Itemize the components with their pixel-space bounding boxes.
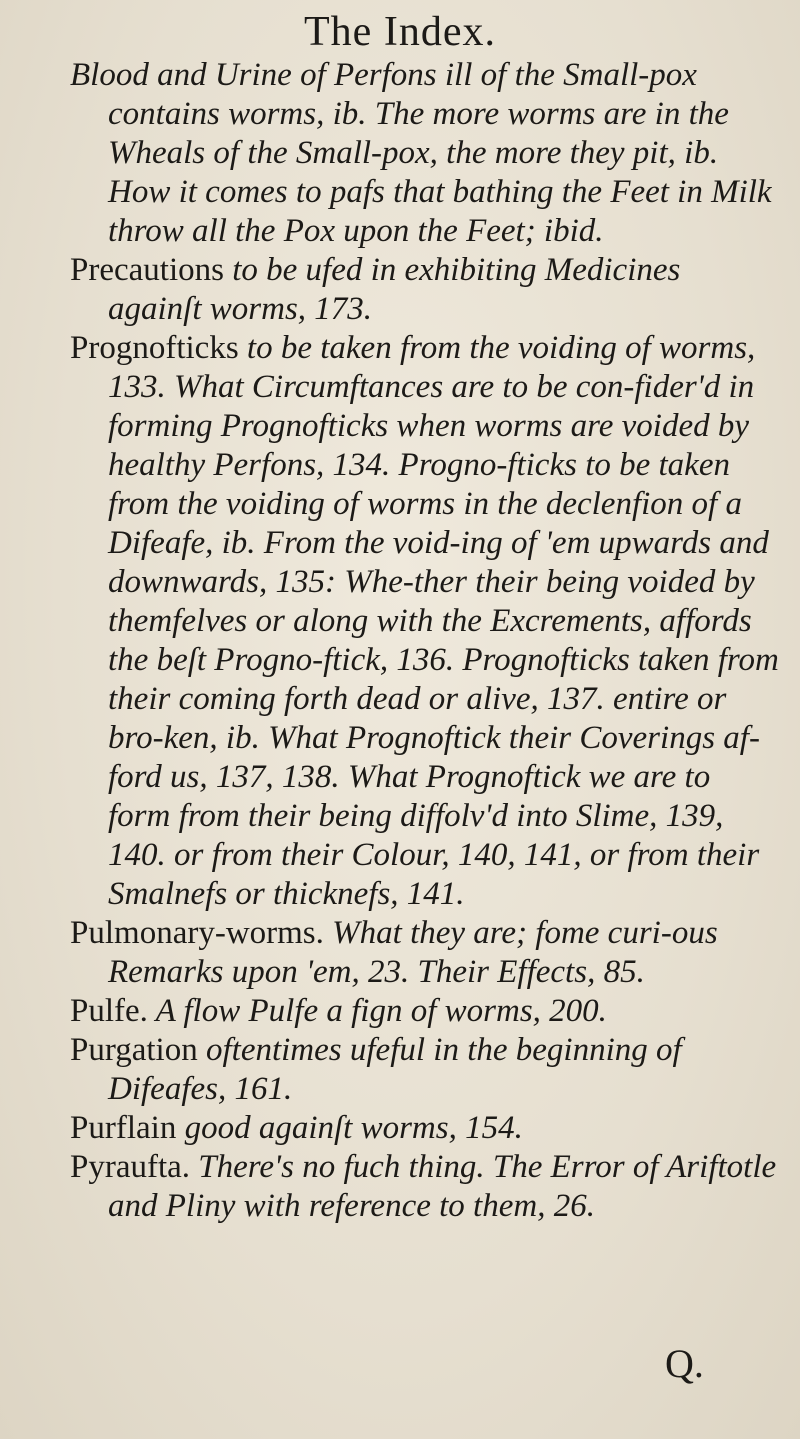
entry-head: Prognofticks [70,330,239,366]
index-entry [70,1109,780,1148]
entry-text: good againſt worms, 154. [176,1110,523,1146]
entry-text: What they are; fome curi-ous Remarks upon 'em, 23. Their Effects, 85. [108,915,718,990]
entry-head: Pulfe. [70,993,148,1029]
entry-head: Purflain [70,1110,177,1146]
index-entry [70,992,780,1031]
index-entry [70,914,780,992]
index-entry [70,329,780,914]
index-entry [70,56,780,251]
entry-head: Pyraufta. [70,1149,191,1185]
entry-text: There's no fuch thing. The Error of Ariftotle and Pliny with reference to them, 26. [108,1149,777,1224]
index-entry [70,1031,780,1109]
entry-head: Precautions [70,252,224,288]
index-entry [70,251,780,329]
entry-text: to be ufed in exhibiting Medicines againſt worms, 173. [108,252,681,327]
running-head: The Index. [304,9,496,55]
signature-mark: Q. [665,1341,704,1386]
entry-text: oftentimes ufeful in the beginning of Difeafes, 161. [108,1032,682,1107]
entry-text: Blood and Urine of Perfons ill of the Small-pox contains worms, ib. The more worms are in the Wheals of the Small-pox, the more they pit, ib. How it comes to pafs that bathing the Feet in Milk throw all the Pox upon the Feet; ibid. [70,57,772,249]
index-entries [70,56,780,1226]
entry-head: Purgation [70,1032,198,1068]
entry-text: A flow Pulfe a fign of worms, 200. [147,993,607,1029]
index-entry [70,1148,780,1226]
entry-head: Pulmonary-worms. [70,915,324,951]
entry-text: to be taken from the voiding of worms, 133. What Circumftances are to be con-fider'd in forming Prognofticks when worms are voided by healthy Perfons, 134. Progno-fticks to be taken from the voiding of worms in the declenfion of a Difeafe, ib. From the void-ing of 'em upwards and downwards, 135: Whe-ther their being voided by themfelves or along with the Excrements, affords the beſt Progno-ftick, 136. Prognofticks taken from their coming forth dead or alive, 137. entire or bro-ken, ib. What Prognoftick their Coverings af-ford us, 137, 138. What Prognoftick we are to form from their being diffolv'd into Slime, 139, 140. or from their Colour, 140, 141, or from their Smalnefs or thicknefs, 141. [108,330,779,912]
